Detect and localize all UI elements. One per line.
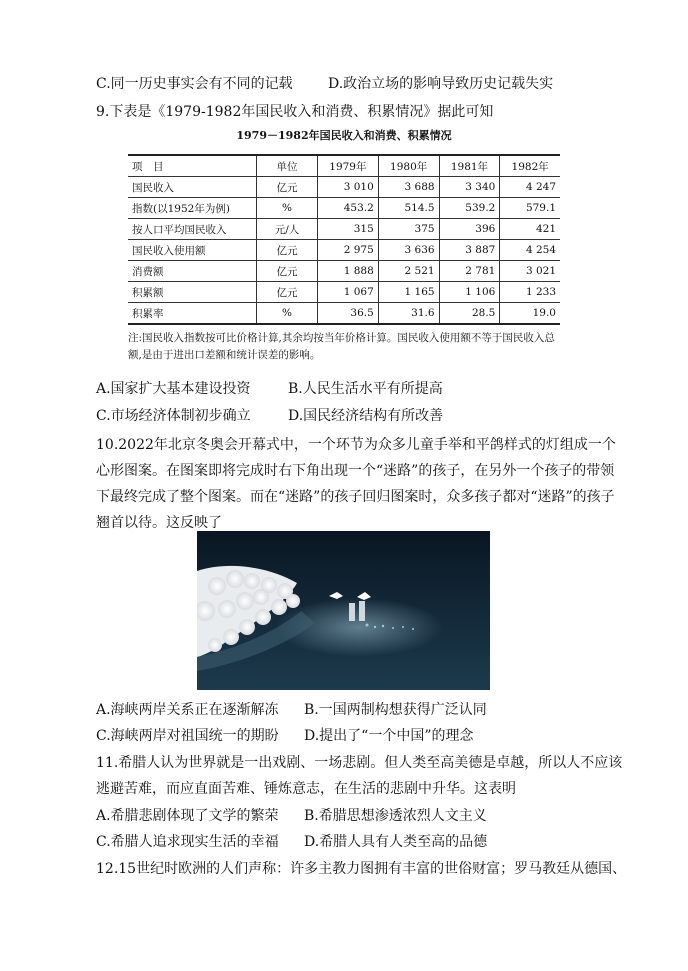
row-value: 1 165	[378, 282, 439, 303]
q11-option-a: A.希腊悲剧体现了文学的繁荣	[96, 808, 279, 824]
q8-option-d: D.政治立场的影响导致历史记载失实	[328, 76, 554, 92]
row-label: 指数(以1952年为例)	[128, 198, 257, 219]
row-value: 375	[378, 219, 439, 240]
row-value: 3 636	[378, 240, 439, 261]
q12-stem: 12.15世纪时欧洲的人们声称：许多主教力图拥有丰富的世俗财富；罗马教廷从德国、	[96, 861, 627, 877]
q10-option-c: C.海峡两岸对祖国统一的期盼	[96, 728, 279, 744]
row-label: 国民收入	[128, 177, 257, 198]
row-unit: 元/人	[257, 219, 318, 240]
row-value: 19.0	[500, 303, 560, 325]
table-row	[128, 282, 560, 303]
row-label: 按人口平均国民收入	[128, 219, 257, 240]
row-value: 36.5	[318, 303, 379, 325]
row-value: 1 067	[318, 282, 379, 303]
table-row	[128, 303, 560, 325]
table-row	[128, 198, 560, 219]
row-value: 539.2	[439, 198, 500, 219]
row-value: 1 233	[500, 282, 560, 303]
row-value: 3 021	[500, 261, 560, 282]
row-value: 1 106	[439, 282, 500, 303]
row-value: 2 521	[378, 261, 439, 282]
row-label: 积累额	[128, 282, 257, 303]
table-header-row	[128, 155, 560, 177]
q11-option-b: B.希腊思想渗透浓烈人文主义	[304, 808, 487, 824]
header-1979: 1979年	[318, 155, 379, 177]
row-value: 1 888	[318, 261, 379, 282]
header-1980: 1980年	[378, 155, 439, 177]
row-value: 421	[500, 219, 560, 240]
row-value: 3 340	[439, 177, 500, 198]
table-note: 注:国民收入指数按可比价格计算,其余均按当年价格计算。国民收入使用额不等于国民收入总额,是由于进出口差额和统计误差的影响。	[128, 332, 555, 361]
q8-option-c: C.同一历史事实会有不同的记载	[96, 76, 293, 92]
table-title: 1979－1982年国民收入和消费、积累情况	[236, 129, 452, 142]
row-unit: 亿元	[257, 240, 318, 261]
row-unit: %	[257, 303, 318, 325]
row-value: 514.5	[378, 198, 439, 219]
q10-option-a: A.海峡两岸关系正在逐渐解冻	[96, 702, 279, 718]
row-value: 453.2	[318, 198, 379, 219]
q9-option-d: D.国民经济结构有所改善	[288, 408, 444, 424]
header-unit: 单位	[257, 155, 318, 177]
row-unit: 亿元	[257, 282, 318, 303]
row-value: 315	[318, 219, 379, 240]
q10-stem: 10.2022年北京冬奥会开幕式中，一个环节为众多儿童手举和平鸽样式的灯组成一个心形图案。在图案即将完成时右下角出现一个“迷路”的孩子，在另外一个孩子的带领下最终完成了整个图案。而在“迷路”的孩子回归图案时，众多孩子都对“迷路”的孩子翘首以待。这反映了	[96, 437, 616, 531]
q9-option-c: C.市场经济体制初步确立	[96, 408, 251, 424]
row-value: 4 254	[500, 240, 560, 261]
row-value: 31.6	[378, 303, 439, 325]
table-row	[128, 219, 560, 240]
row-label: 国民收入使用额	[128, 240, 257, 261]
q11-option-c: C.希腊人追求现实生活的幸福	[96, 834, 279, 850]
row-value: 4 247	[500, 177, 560, 198]
row-label: 积累率	[128, 303, 257, 325]
row-value: 579.1	[500, 198, 560, 219]
q11-option-d: D.希腊人具有人类至高的品德	[304, 834, 488, 850]
row-value: 2 975	[318, 240, 379, 261]
row-value: 28.5	[439, 303, 500, 325]
header-1981: 1981年	[439, 155, 500, 177]
row-value: 396	[439, 219, 500, 240]
row-unit: 亿元	[257, 261, 318, 282]
row-label: 消费额	[128, 261, 257, 282]
income-table	[128, 154, 560, 325]
q9-stem: 9.下表是《1979-1982年国民收入和消费、积累情况》据此可知	[96, 104, 494, 120]
q9-option-a: A.国家扩大基本建设投资	[96, 381, 251, 397]
table-row	[128, 240, 560, 261]
row-unit: 亿元	[257, 177, 318, 198]
q9-option-b: B.人民生活水平有所提高	[288, 381, 443, 397]
q10-option-d: D.提出了“一个中国”的理念	[304, 728, 474, 744]
q11-stem: 11.希腊人认为世界就是一出戏剧、一场悲剧。但人类至高美德是卓越，所以人不应该逃避苦难，而应直面苦难、锤炼意志，在生活的悲剧中升华。这表明	[96, 755, 623, 797]
ceremony-photo	[197, 531, 490, 690]
header-item: 项 目	[128, 155, 257, 177]
row-value: 3 688	[378, 177, 439, 198]
row-value: 3 887	[439, 240, 500, 261]
header-1982: 1982年	[500, 155, 560, 177]
row-value: 3 010	[318, 177, 379, 198]
table-row	[128, 177, 560, 198]
q10-option-b: B.一国两制构想获得广泛认同	[304, 702, 487, 718]
row-unit: %	[257, 198, 318, 219]
table-row	[128, 261, 560, 282]
row-value: 2 781	[439, 261, 500, 282]
ceremony-photo-illustration	[197, 531, 490, 690]
